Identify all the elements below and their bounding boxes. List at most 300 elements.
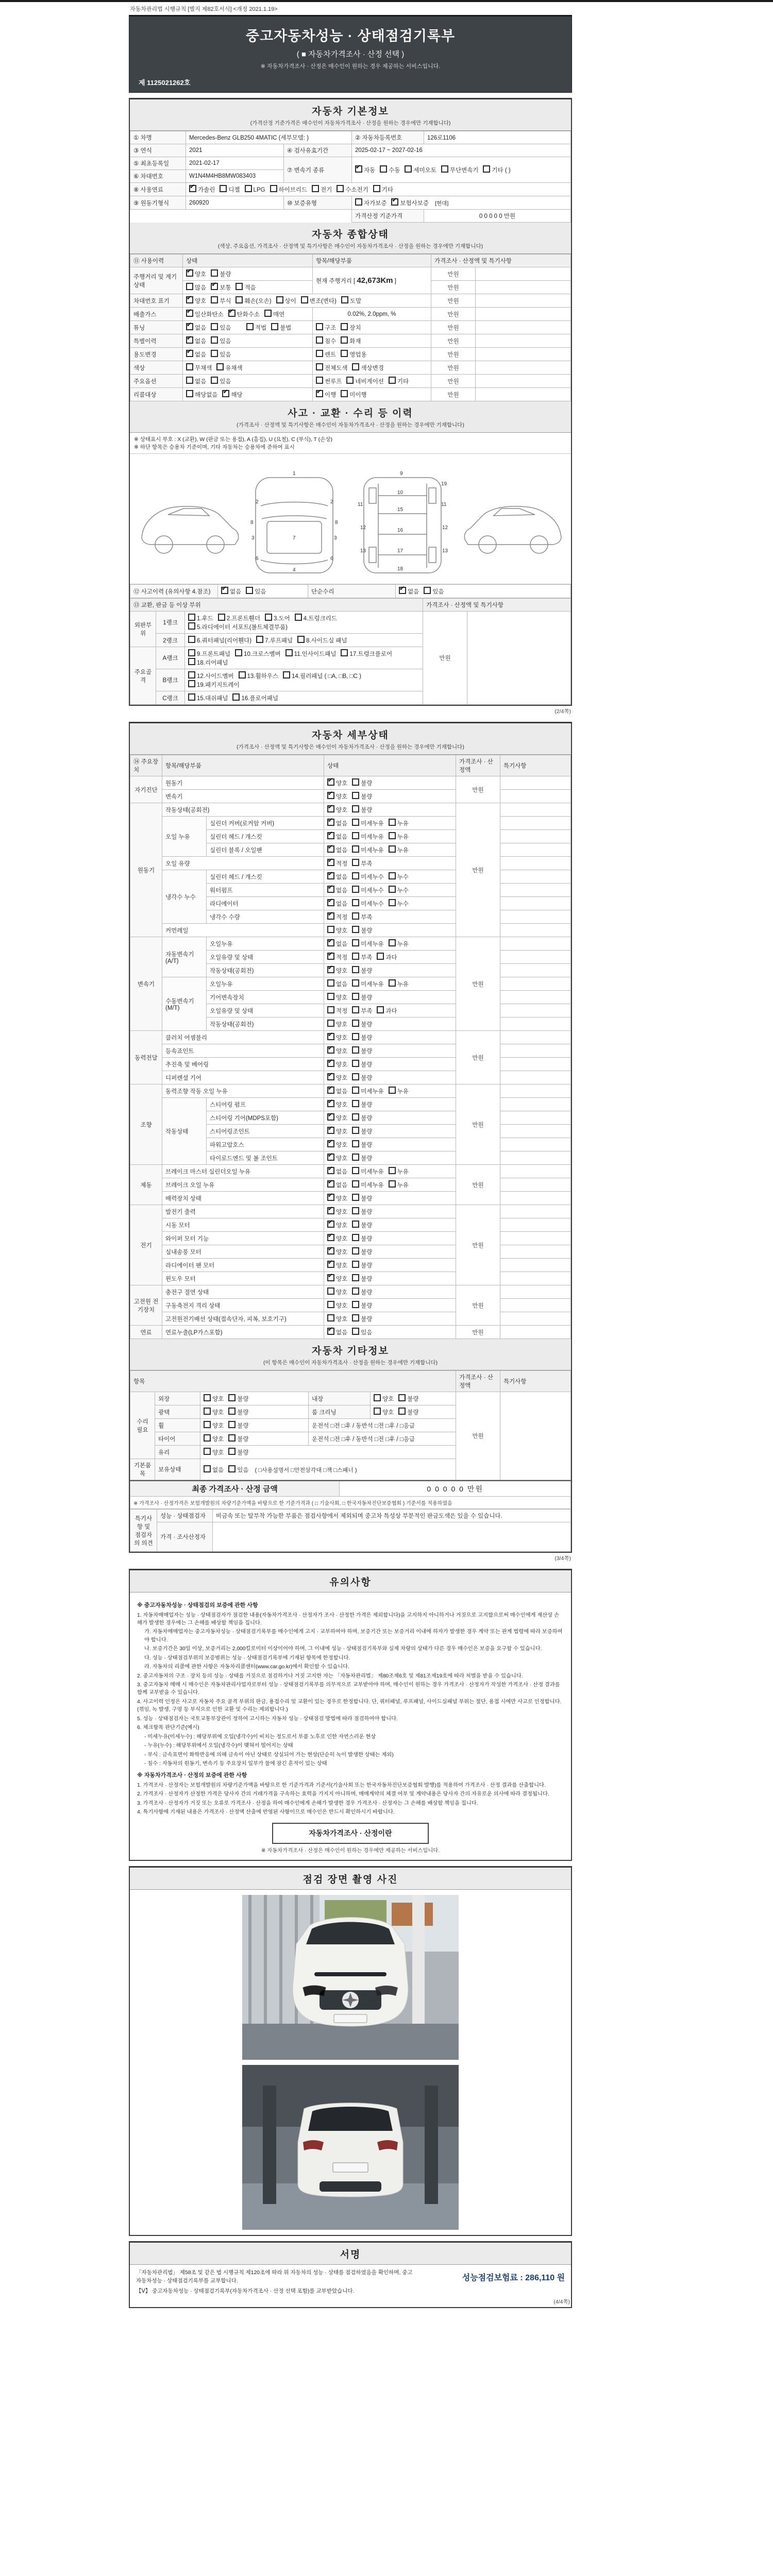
mileage-label: 주행거리 및 계기상태 — [130, 267, 183, 294]
unchecked-box-icon — [352, 859, 359, 866]
repair-group-label: 수리 필요 — [130, 1392, 155, 1459]
unchecked-box-icon — [228, 1394, 236, 1401]
checkbox-label: 없음 — [336, 1182, 348, 1189]
checkbox-label: 누유 — [397, 941, 409, 947]
checkbox-label: 없음 — [230, 589, 242, 595]
box-signature — [129, 2241, 572, 2308]
unchecked-box-icon — [377, 1006, 384, 1013]
warranty-company: [현대] — [435, 200, 449, 207]
checkbox-불량 — [352, 1207, 372, 1216]
unchecked-box-icon — [256, 636, 263, 643]
checkbox-도말 — [341, 296, 361, 305]
unchecked-box-icon — [374, 1394, 381, 1401]
section-title: 자동차 종합상태 — [312, 229, 389, 240]
fuel-label: ⑧ 사용연료 — [130, 183, 186, 196]
unchecked-box-icon — [271, 323, 278, 330]
first-reg-label: ⑤ 최초등록일 — [130, 157, 186, 170]
checkbox-label: 부족 — [361, 1008, 373, 1014]
state-cell — [324, 1111, 456, 1125]
checkbox-무채색 — [186, 363, 212, 372]
device-group-label: 전기 — [130, 1205, 162, 1285]
checkbox-7.루프패널 — [256, 636, 293, 645]
price-cell: 만원 — [431, 361, 476, 375]
car-name-value: Mercedes-Benz GLB250 4MATIC (세부모델: ) — [186, 131, 352, 144]
checkbox-유채색 — [216, 363, 242, 372]
checkbox-label: 7.루프패널 — [265, 638, 293, 644]
checkbox-없음 — [186, 336, 206, 345]
checkbox-label: 15.대쉬패널 — [197, 696, 228, 702]
checkbox-label: 불량 — [361, 1075, 373, 1081]
checkbox-label: 누유 — [397, 1182, 409, 1189]
checkbox-양호 — [204, 1408, 224, 1416]
checkbox-양호 — [327, 1314, 347, 1323]
checkbox-label: 훼손(오손) — [244, 298, 272, 304]
checkbox-없음 — [327, 886, 347, 894]
price-cell: 만원 — [456, 1165, 500, 1205]
checkbox-label: LPG — [253, 187, 265, 193]
unchecked-box-icon — [232, 693, 240, 701]
svg-text:18: 18 — [397, 566, 404, 572]
item-label: 워터펌프 — [207, 884, 324, 897]
year-value: 2021 — [186, 144, 284, 157]
checked-box-icon — [327, 1073, 334, 1080]
checkbox-없음 — [327, 979, 347, 988]
unchecked-box-icon — [374, 1408, 381, 1415]
checkbox-label: 일산화탄소 — [195, 312, 224, 318]
option-label: 주요옵션 — [130, 375, 183, 388]
basic-info-table — [130, 131, 571, 223]
note-cell — [500, 1018, 571, 1031]
checkbox-불량 — [352, 1234, 372, 1243]
col-note: 특기사항 — [500, 755, 571, 776]
exchange-price-header: 가격조사 · 산정액 및 특기사항 — [423, 599, 571, 612]
checkbox-label: 없음 — [336, 874, 348, 880]
checkbox-있음 — [211, 350, 231, 359]
checkbox-label: 10.크로스멤버 — [244, 651, 281, 657]
checkbox-label: 누유 — [397, 834, 409, 840]
unchecked-box-icon — [352, 1100, 359, 1107]
svg-text:9: 9 — [400, 471, 403, 477]
state-cell — [324, 1245, 456, 1259]
checkbox-label: 하이브리드 — [278, 187, 308, 193]
unchecked-box-icon — [389, 819, 396, 826]
box-precautions — [129, 1569, 572, 1861]
checkbox-적법 — [246, 323, 266, 332]
warranty-options — [352, 196, 571, 210]
rear-photo-illustration — [242, 2065, 459, 2230]
note-cell — [476, 294, 571, 308]
checkbox-label: 불량 — [237, 1423, 249, 1429]
checkbox-label: 불량 — [361, 794, 373, 800]
item-label: 고전원전기배선 상태(접속단자, 피복, 보호기구) — [162, 1312, 324, 1326]
checkbox-label: 미세누유 — [361, 1169, 384, 1175]
item-label: 실린더 헤드 / 개스킷 — [207, 870, 324, 884]
unchecked-box-icon — [352, 1154, 359, 1161]
unchecked-box-icon — [389, 377, 396, 384]
unchecked-box-icon — [352, 953, 359, 960]
checkbox-label: 양호 — [336, 1156, 348, 1162]
checkbox-기타 ( ) — [483, 165, 510, 174]
checkbox-label: 불량 — [361, 1249, 373, 1256]
unchecked-box-icon — [188, 622, 195, 630]
note-cell — [476, 375, 571, 388]
unchecked-box-icon — [228, 1421, 236, 1428]
reg-no-label: ② 자동차등록번호 — [352, 131, 424, 144]
checkbox-디젤 — [220, 185, 240, 194]
checked-box-icon — [327, 1100, 334, 1107]
unchecked-box-icon — [327, 1287, 334, 1295]
unchecked-box-icon — [352, 872, 359, 879]
svg-text:16: 16 — [397, 528, 404, 533]
checkbox-label: 자동 — [364, 167, 376, 174]
unchecked-box-icon — [352, 1060, 359, 1067]
item-label: 냉각수 수량 — [207, 910, 324, 924]
table-row — [130, 210, 571, 223]
checked-box-icon — [391, 198, 398, 206]
state-cell — [324, 897, 456, 910]
item-label: 실린더 커버(로커암 커버) — [207, 817, 324, 830]
col-state: 상태 — [324, 755, 456, 776]
checkbox-수동 — [380, 165, 400, 174]
checkbox-변조(변타) — [301, 296, 337, 305]
checkbox-불량 — [352, 1247, 372, 1256]
unchecked-box-icon — [228, 1434, 236, 1442]
checkbox-있음 — [211, 336, 231, 345]
section-title: 자동차 기본정보 — [312, 106, 389, 117]
checkbox-label: 자가보증 — [364, 200, 387, 207]
item-label: 라디에이터 팬 모터 — [162, 1259, 324, 1272]
precaution-item: 2. 가격조사 · 산정자가 산정한 가격은 당사자 간의 거래가격을 구속하는 효력을 가지지 아니하며, 매매계약의 체결 여부 및 계약내용은 당사자 간의 자유로운 의사에 따라 결정됩니다. — [137, 1791, 549, 1798]
simple-repair-label: 단순수리 — [308, 585, 396, 598]
checkbox-label: 양호 — [336, 1142, 348, 1148]
note-cell — [500, 1071, 571, 1084]
svg-text:6: 6 — [256, 556, 259, 562]
price-cell: 만원 — [431, 388, 476, 401]
checkbox-label: 13.휠하우스 — [247, 673, 278, 680]
device-group-label: 제동 — [130, 1165, 162, 1205]
unchecked-box-icon — [245, 185, 252, 192]
checkbox-불량 — [398, 1408, 418, 1416]
precaution-item: - 부식 : 금속표면이 화학반응에 의해 금속이 아닌 상태로 상실되어 가는 현상(단순히 녹이 발생한 상태는 제외) — [144, 1752, 394, 1758]
checked-box-icon — [355, 165, 362, 173]
table-row — [130, 612, 571, 634]
checkbox-label: 9.프론트패널 — [197, 651, 231, 657]
section-title: 자동차 기타정보 — [312, 1346, 389, 1357]
device-group-label: 고전원 전기장치 — [130, 1285, 162, 1326]
table-header-row — [130, 1371, 571, 1392]
checked-box-icon — [228, 310, 236, 317]
checkbox-label: 불량 — [237, 1396, 249, 1402]
note-cell — [476, 334, 571, 348]
unchecked-box-icon — [316, 323, 323, 330]
tuning-exist — [186, 325, 236, 331]
checkbox-세미오토 — [405, 165, 436, 174]
checkbox-18.리어패널 — [188, 658, 228, 667]
note-cell — [500, 1232, 571, 1245]
unchecked-box-icon — [327, 1006, 334, 1013]
checkbox-label: 이행 — [325, 392, 337, 398]
unchecked-box-icon — [316, 363, 323, 370]
document-number: 제 1125021262호 — [139, 79, 191, 87]
checkbox-label: 양호 — [336, 1022, 348, 1028]
checkbox-불량 — [352, 1194, 372, 1202]
checkbox-부식 — [211, 296, 231, 305]
unchecked-box-icon — [352, 1033, 359, 1040]
state-cell — [324, 1285, 456, 1299]
final-price-note: ※ 가격조사 · 산정가격은 보험개발원의 차량기준가액을 바탕으로 한 기준가격과 ( □ 기술사회, □ 한국자동차진단보증협회 ) 기준서를 적용하였음 — [130, 1497, 571, 1509]
checkbox-label: 변조(변타) — [309, 298, 337, 304]
unchecked-box-icon — [188, 693, 195, 701]
checkbox-label: 양호 — [336, 1075, 348, 1081]
item-label: 브레이크 마스터 실린더오일 누유 — [162, 1165, 324, 1178]
unchecked-box-icon — [270, 185, 277, 192]
checkbox-전기 — [312, 185, 332, 194]
checkbox-label: 미세누유 — [361, 848, 384, 854]
checkbox-label: 썬루프 — [325, 379, 342, 385]
usage-label: 용도변경 — [130, 348, 183, 361]
note-cell — [500, 1312, 571, 1326]
checked-box-icon — [186, 310, 193, 317]
unchecked-box-icon — [276, 296, 283, 303]
item-label: 브레이크 오일 누유 — [162, 1178, 324, 1192]
checkbox-label: 있음 — [220, 338, 231, 345]
checkbox-label: 불량 — [361, 995, 373, 1001]
state-cell — [324, 937, 456, 951]
checkbox-영업용 — [341, 350, 366, 359]
section-detail-header — [130, 723, 571, 755]
transmission-options — [352, 157, 571, 183]
checkbox-양호 — [327, 1060, 347, 1069]
checkbox-label: 누유 — [397, 1169, 409, 1175]
table-row — [130, 1098, 571, 1111]
state-cell — [324, 1192, 456, 1205]
unchecked-box-icon — [352, 778, 359, 786]
unchecked-box-icon — [211, 377, 218, 384]
checkbox-label: 불량 — [361, 1129, 373, 1135]
unchecked-box-icon — [441, 165, 448, 173]
state-cell — [324, 1326, 456, 1339]
precaution-item: 3. 가격조사 · 산정자가 거짓 또는 오류로 가격조사 · 산정을 하여 매수인에게 손해가 발생한 경우 가격조사 · 산정자는 그 손해를 배상할 책임을 집니다. — [137, 1800, 478, 1806]
unchecked-box-icon — [228, 1465, 236, 1472]
checkbox-label: 없음 — [336, 901, 348, 907]
checkbox-label: 매연 — [273, 312, 285, 318]
vin-mark-state — [183, 294, 431, 308]
precautions-section-a-items — [137, 1612, 564, 1768]
checkbox-label: 불량 — [361, 1035, 373, 1041]
col-note: 특기사항 — [500, 1371, 571, 1392]
checkbox-양호 — [327, 1100, 347, 1109]
precaution-item: 라. 자동차의 리콜에 관한 사항은 자동차리콜센터(www.car.go.kr)에서 확인할 수 있습니다. — [144, 1664, 349, 1670]
checkbox-label: 불량 — [361, 1062, 373, 1068]
note-cell — [500, 1151, 571, 1165]
state-cell — [324, 776, 456, 790]
checkbox-label: 4.트렁크리드 — [303, 616, 337, 622]
state-cell — [324, 817, 456, 830]
note-cell — [500, 1205, 571, 1218]
checkbox-label: 누유 — [397, 821, 409, 827]
svg-text:19: 19 — [441, 481, 447, 487]
checkbox-불량 — [352, 778, 372, 787]
checked-box-icon — [327, 845, 334, 853]
state-cell — [324, 1312, 456, 1326]
table-row — [130, 131, 571, 144]
checked-box-icon — [327, 872, 334, 879]
interior-state — [371, 1392, 456, 1405]
checkbox-13.휠하우스 — [239, 671, 278, 680]
section-accident-header — [130, 401, 571, 433]
checkbox-양호 — [327, 1247, 347, 1256]
checkbox-불량 — [352, 1033, 372, 1042]
color-label: 색상 — [130, 361, 183, 375]
unchecked-box-icon — [211, 269, 218, 277]
checkbox-불량 — [228, 1448, 248, 1456]
checkbox-label: 18.리어패널 — [197, 660, 228, 666]
price-appraisal-info-button: 자동차가격조사 · 산정이란 — [272, 1823, 429, 1844]
checkbox-19.패키지트레이 — [188, 680, 240, 689]
special-label: 특별이력 — [130, 334, 183, 348]
checkbox-양호 — [327, 1234, 347, 1243]
checkbox-label: 미세누유 — [361, 941, 384, 947]
note-cell — [476, 281, 571, 294]
state-cell — [324, 964, 456, 977]
checkbox-label: 무단변속기 — [449, 167, 479, 174]
mileage-state1 — [183, 267, 313, 281]
checkbox-label: 불량 — [361, 1048, 373, 1055]
state-cell — [324, 1071, 456, 1084]
polish-state — [200, 1405, 309, 1419]
accident-history-table — [130, 584, 571, 598]
checked-box-icon — [327, 1180, 334, 1188]
simple-repair-state — [396, 585, 571, 598]
checkbox-label: 미세누수 — [361, 874, 384, 880]
tuning-state — [183, 321, 313, 334]
col-price-note: 가격조사 · 산정액 및 특기사항 — [431, 255, 571, 267]
unchecked-box-icon — [352, 1194, 359, 1201]
unchecked-box-icon — [352, 1207, 359, 1214]
unchecked-box-icon — [337, 185, 344, 192]
other-note-cell — [500, 1392, 571, 1480]
unchecked-box-icon — [186, 390, 193, 397]
unchecked-box-icon — [352, 1127, 359, 1134]
col-use-history: ⑪ 사용이력 — [130, 255, 183, 267]
final-price-table — [130, 1480, 571, 1509]
rankC-label: C랭크 — [156, 691, 185, 705]
state-cell — [324, 830, 456, 843]
col-price: 가격조사 · 산정액 — [456, 1371, 500, 1392]
document-title: 중고자동차성능 · 상태점검기록부 — [245, 28, 456, 44]
unchecked-box-icon — [352, 845, 359, 853]
table-row — [130, 1232, 571, 1245]
checkbox-label: 수동 — [389, 167, 400, 174]
unchecked-box-icon — [389, 1167, 396, 1174]
state-cell — [324, 977, 456, 991]
checked-box-icon — [222, 390, 229, 397]
item-label: 라디에이터 — [207, 897, 324, 910]
vin-mark-label: 차대번호 표기 — [130, 294, 183, 308]
unchecked-box-icon — [211, 296, 218, 303]
final-price-label: 최종 가격조사 · 산정 금액 — [130, 1481, 340, 1497]
table-header-row — [130, 255, 571, 267]
checkbox-불량 — [352, 1287, 372, 1296]
checkbox-3.도어 — [265, 614, 290, 622]
table-row — [130, 334, 571, 348]
page-marker-2: (2/4쪽) — [554, 708, 571, 715]
checkbox-label: 색상변경 — [361, 365, 384, 371]
rank1-label: 1랭크 — [156, 612, 185, 634]
note-cell — [500, 1192, 571, 1205]
checkbox-label: 과다 — [385, 1008, 397, 1014]
unchecked-box-icon — [188, 636, 195, 643]
unchecked-box-icon — [352, 939, 359, 946]
note-cell — [500, 817, 571, 830]
checkbox-label: 양호 — [336, 1276, 348, 1282]
checkbox-label: 불량 — [361, 1223, 373, 1229]
checked-box-icon — [186, 296, 193, 303]
table-row — [130, 157, 571, 170]
checkbox-label: 없음 — [336, 981, 348, 988]
section-other-header — [130, 1339, 571, 1370]
note-cell — [500, 977, 571, 991]
item-label: 오일누유 — [207, 977, 324, 991]
checkbox-불량 — [228, 1434, 248, 1443]
checkbox-label: 적정 — [336, 861, 348, 867]
cleaning-label: 룸 크리닝 — [309, 1405, 371, 1419]
item-label: 등속죠인트 — [162, 1044, 324, 1058]
checkbox-과다 — [377, 953, 397, 961]
outer-panel-group: 외판부위 — [130, 612, 156, 647]
item-label: 배력장치 상태 — [162, 1192, 324, 1205]
state-cell — [324, 951, 456, 964]
unchecked-box-icon — [389, 832, 396, 839]
checkbox-label: 미이행 — [349, 392, 367, 398]
checkbox-label: 미세누유 — [361, 834, 384, 840]
note-cell — [476, 267, 571, 281]
warranty-checkboxes — [355, 200, 433, 207]
checkbox-보험사보증 — [391, 198, 429, 207]
unchecked-box-icon — [246, 587, 253, 594]
unchecked-box-icon — [377, 953, 384, 960]
state-cell — [324, 1138, 456, 1151]
table-row — [130, 1285, 571, 1299]
checked-box-icon — [327, 966, 334, 973]
vin-label: ⑥ 차대번호 — [130, 170, 186, 183]
checkbox-양호 — [327, 1033, 347, 1042]
car-diagram — [130, 454, 571, 584]
unchecked-box-icon — [236, 296, 243, 303]
checked-box-icon — [211, 283, 218, 290]
checkbox-상이 — [276, 296, 296, 305]
table-row — [130, 388, 571, 401]
checkbox-10.크로스멤버 — [235, 649, 281, 658]
other-info-table — [130, 1370, 571, 1480]
checkbox-불량 — [352, 1113, 372, 1122]
svg-text:7: 7 — [293, 535, 296, 541]
unchecked-box-icon — [352, 1046, 359, 1054]
checkbox-양호 — [327, 1046, 347, 1055]
note-cell — [500, 843, 571, 857]
precaution-item: - 침수 : 자동차의 원동기, 변속기 등 주요장치 일부가 물에 잠긴 흔적이 있는 상태 — [144, 1760, 327, 1767]
unchecked-box-icon — [352, 1314, 359, 1321]
unchecked-box-icon — [216, 363, 224, 370]
page-marker-4: (4/4쪽) — [553, 2299, 570, 2306]
mileage-item — [313, 267, 431, 294]
item-label: 윈도우 모터 — [162, 1272, 324, 1285]
checkbox-label: 불량 — [361, 1290, 373, 1296]
checkbox-label: 없음 — [336, 834, 348, 840]
checkbox-label: 누유 — [397, 1089, 409, 1095]
state-cell — [324, 1098, 456, 1111]
price-cell: 만원 — [456, 937, 500, 1031]
